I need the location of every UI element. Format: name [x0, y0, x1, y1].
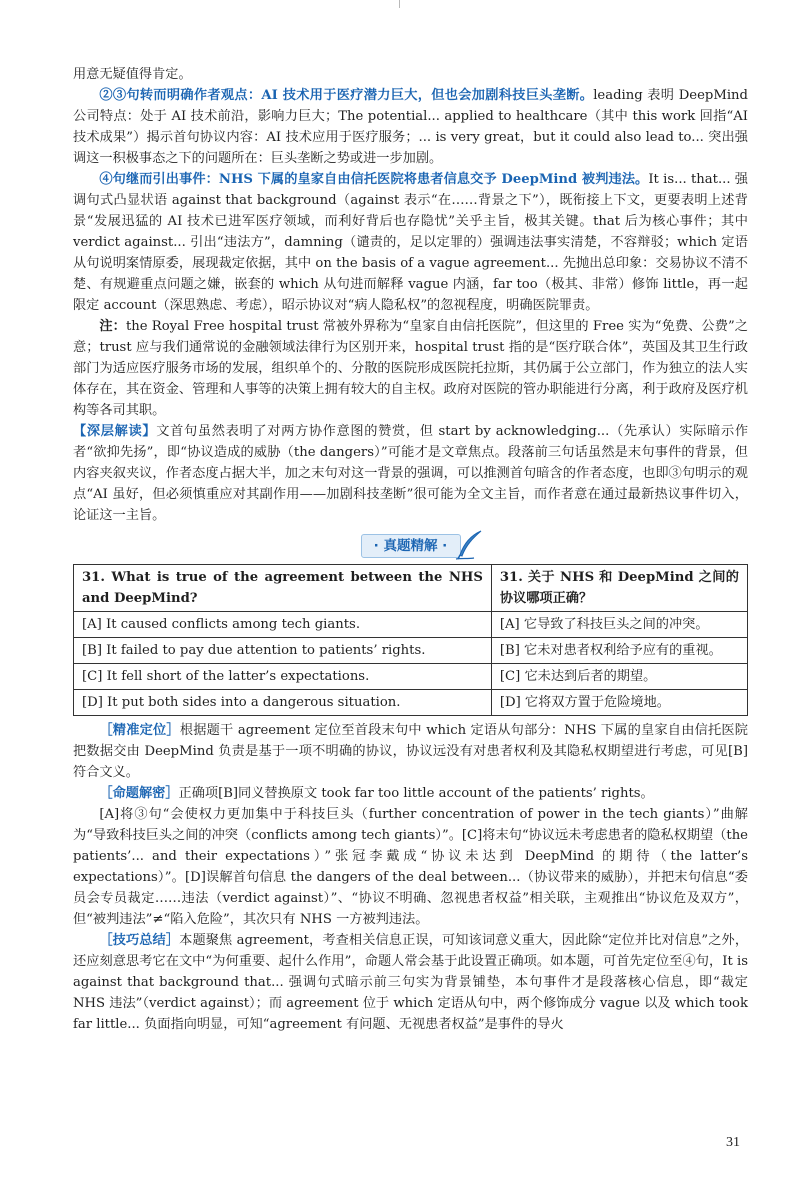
option-b-cn: [B] 它未对患者权利给予应有的重视。	[491, 638, 747, 664]
note-label: 注：	[99, 319, 126, 334]
table-row	[74, 612, 748, 638]
deep-reading-label: 【深层解读】	[73, 424, 157, 439]
para-analysis-2-3	[73, 85, 748, 169]
skill-body: 本题聚焦 agreement，考查相关信息正误，可知该词意义重大，因此除“定位并比对信息”之外，还应刻意思考它在文中“为何重要、起什么作用”，命题人常会基于此设置正确项。如本题，可首先定位至④句，It is against that background that... 强调句式暗示前三句实为背景铺垫，本句事件才是段落核心信息，即“裁定 NHS 违法”（verdict against）；而 agreement 位于 which 定语从句中，两个修饰成分 vague 以及 which took far little... 负面指向明显，可知“agreement 有问题、无视患者权益”是事件的导火	[73, 933, 749, 1032]
para-lead-4: ④句继而引出事件：NHS 下属的皇家自由信托医院将患者信息交予 DeepMind 被判违法。	[99, 172, 649, 187]
quill-pen-icon	[454, 529, 484, 561]
para-body-4: It is... that... 强调句式凸显状语 against that background（against 表示“在……背景之下”），既衔接上下文，更要表明上述背景“发展迅猛的 AI 技术已进军医疗领域，而利好背后也存隐忧”关乎主旨，极其关键。that 后为核心事件；其中 verdict against... 引出“违法方”，damning（谴责的，足以定罪的）强调违法事实清楚，不容辩驳；which 定语从句说明案情原委，展现裁定依据，其中 on the basis of a vague agreement... 先抛出总印象：交易协议不清不楚、有规避重点问题之嫌，嵌套的 which 从句进而解释 vague 内涵，far too（极其、非常）修饰 little，再一起限定 account（深思熟虑、考虑），昭示协议对“病人隐私权”的忽视程度，明确医院罪责。	[73, 172, 748, 313]
top-center-tick	[399, 0, 400, 8]
question-cn: 31. 关于 NHS 和 DeepMind 之间的协议哪项正确？	[491, 565, 747, 612]
para-lead-2-3: ②③句转而明确作者观点：AI 技术用于医疗潜力巨大，但也会加剧科技巨头垄断。	[99, 88, 594, 103]
option-a-cn: [A] 它导致了科技巨头之间的冲突。	[491, 612, 747, 638]
locate-body: 根据题干 agreement 定位至首段末句中 which 定语从句部分：NHS 下属的皇家自由信托医院把数据交由 DeepMind 负责是基于一项不明确的协议，协议远没有对患者权利及其隐私权期望进行考虑，可见[B]符合文义。	[73, 723, 748, 780]
table-row	[74, 664, 748, 690]
para-skill	[73, 930, 748, 1035]
decode-body: 正确项[B]同义替换原文 took far too little account of the patients’ rights。	[178, 786, 654, 801]
page-number: 31	[726, 1135, 740, 1150]
section-title-badge	[361, 534, 461, 558]
option-c-en: [C] It fell short of the latter’s expectations.	[74, 664, 492, 690]
para-note	[73, 316, 748, 421]
table-row	[74, 690, 748, 716]
para-analysis-4	[73, 169, 748, 316]
option-a-en: [A] It caused conflicts among tech giants.	[74, 612, 492, 638]
option-d-cn: [D] 它将双方置于危险境地。	[491, 690, 747, 716]
question-en: 31. What is true of the agreement between the NHS and DeepMind?	[74, 565, 492, 612]
para-locate	[73, 720, 748, 783]
para-decode	[73, 783, 748, 804]
option-d-en: [D] It put both sides into a dangerous situation.	[74, 690, 492, 716]
para-continuation: 用意无疑值得肯定。	[73, 67, 192, 82]
deep-reading-body: 文首句虽然表明了对两方协作意图的赞赏，但 start by acknowledging...（先承认）实际暗示作者“欲抑先扬”，即“协议造成的威胁（the dangers）”可能才是文章焦点。段落前三句话虽然是末句事件的背景，但内容夹叙夹议，作者态度占据大半，加之末句对这一背景的强调，可以推测首句暗含的作者态度，也即③句明示的观点“AI 虽好，但必须慎重应对其副作用——加剧科技垄断”很可能为全文主旨，而作者意在通过最新热议事件切入，论证这一主旨。	[73, 424, 749, 523]
question-table	[73, 564, 748, 716]
section-title-text: · 真题精解 ·	[373, 538, 448, 554]
option-b-en: [B] It failed to pay due attention to patients’ rights.	[74, 638, 492, 664]
table-header-row	[74, 565, 748, 612]
para-body-2-3: leading 表明 DeepMind 公司特点：处于 AI 技术前沿，影响力巨大；The potential... applied to healthcare（其中 this work 回指“AI 技术成果”）揭示首句协议内容：AI 技术应用于医疗服务；... is very great，but it could also lead to... 突出强调这一积极事态之下的问题所在：巨头垄断之势或进一步加剧。	[73, 88, 748, 166]
para-deep-reading	[73, 421, 748, 526]
skill-label: ［技巧总结］	[99, 933, 180, 948]
decode-label: ［命题解密］	[99, 786, 179, 801]
option-c-cn: [C] 它未达到后者的期望。	[491, 664, 747, 690]
table-row	[74, 638, 748, 664]
para-wrong-options: [A]将③句“会使权力更加集中于科技巨头（further concentration of power in the tech giants）”曲解为“导致科技巨头之间的冲突（conflicts among tech giants）”。[C]将末句“协议远未考虑患者的隐私权期望（the patients’... and their expectations）”张冠李戴成“协议未达到 DeepMind 的期待（the latter’s expectations）”。[D]误解首句信息 the dangers of the deal between...（协议带来的威胁），并把末句信息“委员会专员裁定……违法（verdict against）”、“协议不明确、忽视患者权益”相关联，主观推出“协议危及双方”，但“被判违法”≠“陷入危险”，其次只有 NHS 一方被判违法。	[73, 807, 748, 927]
note-body: the Royal Free hospital trust 常被外界称为“皇家自由信托医院”，但这里的 Free 实为“免费、公费”之意；trust 应与我们通常说的金融领域法律行为区别开来，hospital trust 指的是“医疗联合体”，英国及其卫生行政部门为适应医疗服务市场的发展，组织单个的、分散的医院形成医院托拉斯，其仍属于公立部门，作为独立的法人实体存在，其在资金、管理和人事等的决策上拥有较大的自主权。政府对医院的管办职能进行分离，利于政府及医疗机构等各司其职。	[73, 319, 748, 418]
page-content	[73, 64, 748, 1035]
locate-label: ［精准定位］	[99, 723, 180, 738]
